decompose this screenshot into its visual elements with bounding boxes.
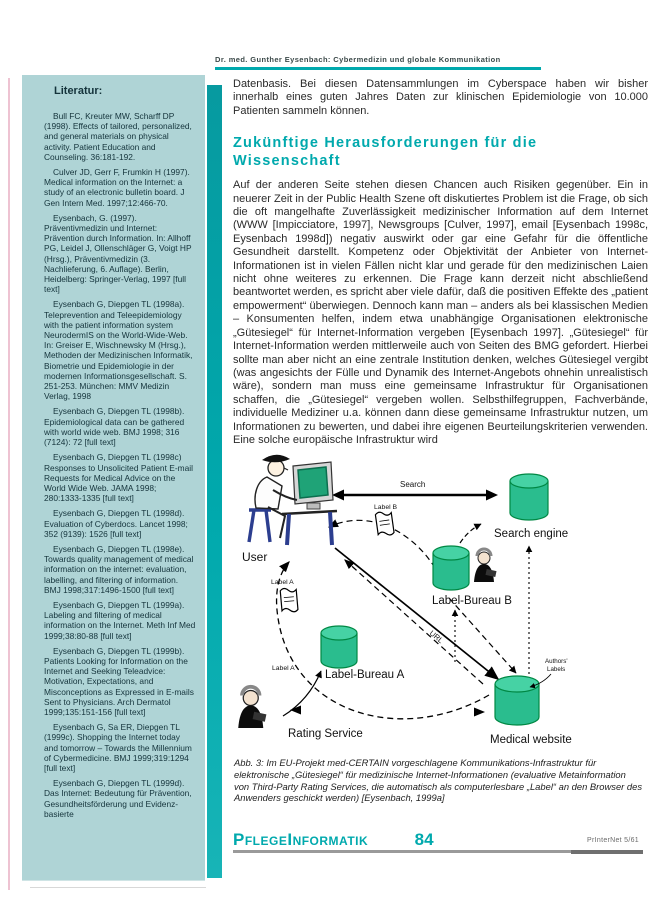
left-margin-rule [8,78,10,890]
judge-icon-bureau-b [474,549,497,582]
label-bureau-b-label: Label-Bureau B [432,595,512,607]
page-number: 84 [414,830,434,849]
label-b-scroll-icon [375,511,394,537]
user-label: User [242,550,268,564]
label-a-text: Label A [271,579,294,586]
reference-item: Eysenbach G, Diepgen TL (1998b). Epidemiological data can be gathered with world wide web. BMJ 1998; 316 (7124): 72 [full text] [44,406,185,448]
reference-item: Eysenbach G, Diepgen TL (1998d). Evaluation of Cyberdocs. Lancet 1998; 352 (9139): 1526 [full text] [44,508,188,539]
user-figure [249,455,337,545]
reference-item: Eysenbach G, Diepgen TL (1998c) Responses to Unsolicited Patient E-mail Requests for Medical Advice on the World Wide Web. JAMA 1998; 280:1333-1335 [full text] [44,452,193,504]
medical-website-cylinder [495,676,539,725]
medical-website-label: Medical website [490,734,572,746]
label-a-scroll-icon [280,588,298,613]
figure-caption: Abb. 3: Im EU-Projekt med-CERTAIN vorgeschlagene Kommunikations-Infrastruktur für elektronische „Gütesiegel“ für medizinische Internet-Informationen (evaluative Metainformation von Third-Party Rating Services, die automatisch als computerlesbare „Label“ an den Browser des Anwenders geschickt werden) [Eysenbach, 1999a] [234,757,643,804]
url-label: URL [427,628,446,646]
reference-item: Eysenbach, G. (1997). Präventivmedizin und Internet: Prävention durch Information. In: Allhoff PG, Leidel J, Ollenschläger G, Voigt HP (Hrsg.), Präventivmedizin (3. Nachlieferung, 6. Auflage). Berlin, Heidelberg: Springer-Verlag, 1997 [full text] [44,212,192,295]
journal-name: PflegeInformatik [233,830,369,849]
label-b-text: Label B [374,504,398,511]
reference-item: Bull FC, Kreuter MW, Scharff DP (1998). Effects of tailored, personalized, and general materials on physical activity. Patient Education and Counseling. 36:181-192. [44,111,192,162]
reference-item: Eysenbach G, Diepgen TL (1998e). Towards quality management of medical information on the internet: evaluation, labelling, and filtering of information. BMJ 1998;317:1496-1500 [full text] [44,543,194,595]
literature-title: Literatur: [54,85,103,97]
main-column [233,78,648,804]
authors-labels-line1: Authors' [545,658,568,665]
body-paragraph: Auf der anderen Seite stehen diesen Chancen auch Risiken gegenüber. Ein in neuerer Zeit in der Public Health Szene oft diskutiertes Problem ist die Frage, ob sich die oft mangelhafte Zuverlässigkeit medizinischer Information auf dem Internet (WWW [Impicciatore, 1997], Newsgroups [Culver, 1997], email [Eysenbach 1998c, Eysenbach 1998d]) negativ auswirkt oder gar eine Gefahr für die öffentliche Gesundheit darstellt. Kompetenz oder Objektivität der Anbieter von Internet-Informationen ist in vielen Fällen nicht klar und gerade für den medizinischen Laien nicht ohne weiteres zu erkennen. Die Frage kann derzeit nicht abschließend beantwortet werden, es spricht aber viele dafür, daß die positiven Effekte des „patient empowerment“ überwiegen. Dennoch kann man – anders als bei klassischen Medien – Konsumenten helfen, indem etwa unabhängige Organisationen elektronische „Gütesiegel“ für Internet-Information vergeben [Eysenbach 1997]. „Gütesiegel“ für Internet-Information werden mittlerweile auch von Seiten des BMG gefordert. Hierbei sollte man aber nicht an eine zentrale Institution denken, welches Gütesiegel vergibt (was angesichts der Fülle und Dynamik des Internet-Angebots ohnehin unrealistisch wäre), sondern man muss eine gemeinsame Infrastruktur für Organisationen schaffen, die „Gütesiegel“ vergeben wollen. Selbsthilfegruppen, Fachverbände, individuelle Mediziner u.a. können dann diese gemeinsame Infrastruktur nutzen, um Informationen zu bewerten, und dabei ihre eigenen Beurteilungskriterien verwenden. Eine solche europäische Infrastruktur wird [233,179,648,446]
reference-item: Eysenbach G, Sa ER, Diepgen TL (1999c). Shopping the Internet today and tomorrow – Towards the Millennium of Cybermedicine. BMJ 1999;319:1294 [full text] [44,722,192,773]
search-engine-cylinder [510,474,548,520]
reference-item: Eysenbach G, Diepgen TL (1999b). Patients Looking for Information on the Internet and Seeking Teleadvice: Motivation, Expectations, and Misconceptions as Expressed in E-mails Sent to Physicians. Arch Dermatol 1999;135:151-156 [full text] [44,645,194,717]
divider-bar [207,85,222,878]
reference-list [44,111,196,819]
url-arrow [335,548,498,679]
label-bureau-a-label: Label-Bureau A [325,669,405,681]
search-arrowhead-left [332,490,344,501]
section-heading: Zukünftige Herausforderungen für die Wissenschaft [233,135,538,170]
reference-item: Culver JD, Gerr F, Frumkin H (1997). Medical information on the Internet: a study of an electronic bulletin board. J Gen Intern Med. 1997;12:466-70. [44,167,190,208]
page-footer [233,830,643,858]
reference-item: Eysenbach G, Diepgen TL (1999d). Das Internet: Bedeutung für Prävention, Gesundheitsförderung und Evidenz-basierte [44,778,192,819]
search-arrowhead-right [486,490,498,501]
judge-icon-rating [238,687,266,728]
reference-item: Eysenbach G, Diepgen TL (1998a). Teleprevention and Teleepidemiology with the patient information system NeurodermIS on the World-Wide-Web. In: Greiser E, Wischnewsky M (Hrsg.), Methoden der Medizinischen Informatik, Biometrie und Epidemiologie in der modernen Informationsgesellschaft. S. 251-253. München: MMV Medizin Verlag, 1998 [44,299,193,402]
sidebar-shadow-line [30,887,206,888]
issue-info: PrInterNet 5/61 [587,837,639,844]
header-underline [215,67,541,70]
small-arrow-right [474,708,485,717]
authors-labels-line2: Labels [547,666,566,673]
rating-service-label: Rating Service [288,728,363,740]
label-bureau-a-cylinder [321,626,357,668]
literature-sidebar [22,75,205,881]
figure-diagram [233,448,649,746]
running-header-text: Dr. med. Gunther Eysenbach: Cybermedizin und globale Kommunikation [215,55,501,64]
rating-to-bureau-a-arrow [283,671,321,716]
label-a-text-2: Label A [272,665,295,672]
intro-paragraph: Datenbasis. Bei diesen Datensammlungen im Cyberspace haben wir bisher innerhalb eines guten Jahres Daten zur klinischen Epidemiologie von 10.000 Patienten sammeln können. [233,78,648,117]
reference-item: Eysenbach G, Diepgen TL (1999a). Labeling and filtering of medical information on the Internet. Meth Inf Med 1999;38:80-88 [full text] [44,599,196,641]
label-bureau-b-cylinder [433,546,469,590]
search-label: Search [400,480,426,489]
infrastructure-diagram [233,448,649,746]
running-header [215,55,635,70]
bureau-b-to-search-arrow [460,524,481,543]
search-engine-label: Search engine [494,528,569,540]
footer-rule-dark [571,850,643,854]
